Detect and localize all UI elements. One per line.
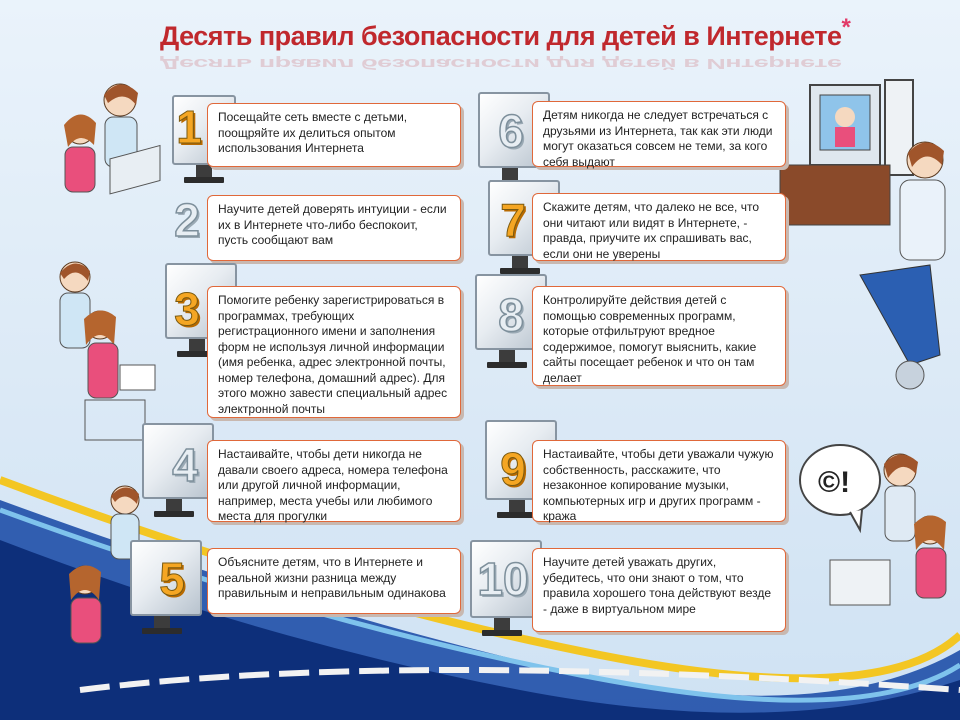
rule-text: Скажите детям, что далеко не все, что они читают или видят в Интернете, - правда, приучите их спрашивать вас, если они не уверены (543, 200, 760, 261)
rule-number: 10 (477, 553, 529, 605)
rule-number: 4 (172, 439, 198, 491)
rule-card (532, 193, 786, 261)
rule-number: 9 (500, 443, 526, 495)
rule-text: Объясните детям, что в Интернете и реальной жизни разница между правильным и неправильным одинакова (218, 555, 446, 600)
rule-number: 8 (498, 289, 524, 341)
rule-card (207, 548, 461, 614)
boy-at-desktop-illustration (760, 75, 960, 405)
rule-text: Контролируйте действия детей с помощью современных программ, которые отфильтруют вредное содержимое, помогут выяснить, какие сайты посещает ребенок и что он там делает (543, 293, 757, 385)
rule-text: Настаивайте, чтобы дети уважали чужую собственность, расскажите, что незаконное копирование музыки, компьютерных игр и других программ - кража (543, 447, 774, 523)
rule-number: 2 (174, 194, 200, 246)
rule-text: Настаивайте, чтобы дети никогда не давали своего адреса, номера телефона или другой личной информации, например, места учебы или любимого места для прогулки (218, 447, 448, 523)
rule-card (532, 286, 786, 386)
rule-card (207, 103, 461, 167)
rule-card (207, 440, 461, 522)
rule-number: 5 (159, 553, 185, 605)
rule-number: 7 (500, 194, 526, 246)
rule-text: Научите детей доверять интуиции - если их в Интернете что-либо беспокоит, пусть сообщают вам (218, 202, 447, 247)
kids-at-laptop-illustration (50, 75, 170, 245)
rule-text: Научите детей уважать других, убедитесь, что они знают о том, что правила хорошего тона действуют везде - даже в виртуальном мире (543, 555, 772, 616)
rule-card (532, 101, 786, 167)
rule-number: 3 (174, 283, 200, 335)
rule-number: 1 (176, 101, 202, 153)
speech-bubble-text: ©! (818, 466, 851, 499)
rule-text: Посещайте сеть вместе с детьми, поощряйте их делиться опытом использования Интернета (218, 110, 408, 155)
page-title: Десять правил безопасности для детей в Интернете* (160, 14, 851, 51)
rule-text: Детям никогда не следует встречаться с друзьями из Интернета, так как эти люди могут оказаться совсем не теми, за кого себя выдают (543, 108, 773, 169)
rule-card (532, 440, 786, 522)
rule-card (532, 548, 786, 632)
rule-card (207, 195, 461, 261)
page-title-reflection: Десять правил безопасности для детей в Интернете (160, 55, 842, 73)
rule-card (207, 286, 461, 418)
rule-number: 6 (498, 105, 524, 157)
rule-text: Помогите ребенку зарегистрироваться в программах, требующих регистрационного имени и заполнения форм не используя личной информации (имя ребенка, адрес электронной почты, номер телефона, домашний адрес). Для этого можно завести специальный адрес электронной почты (218, 293, 448, 416)
copyright-kids-illustration (790, 430, 960, 660)
